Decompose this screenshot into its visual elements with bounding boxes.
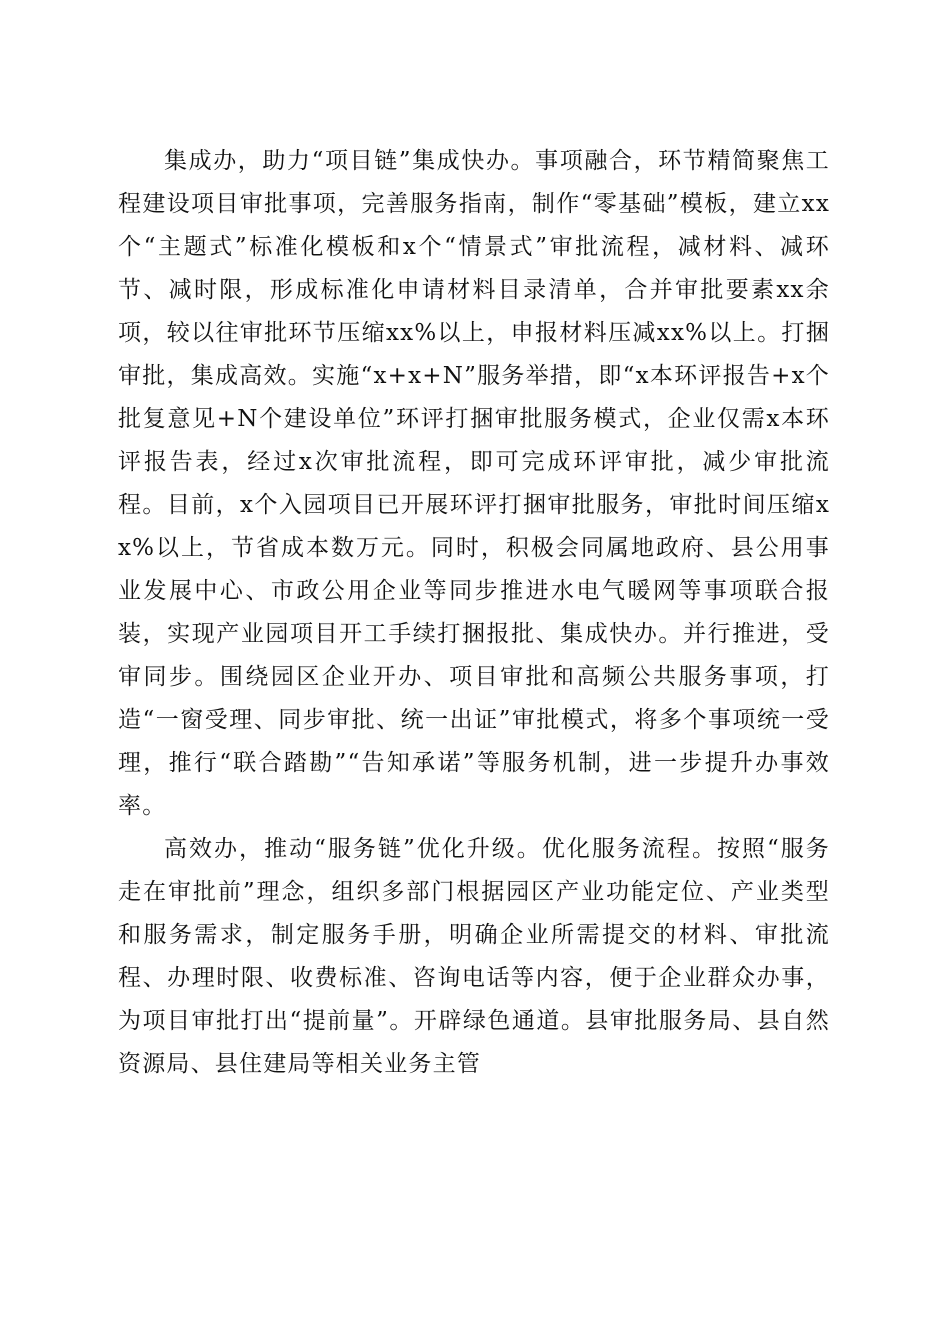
document-body [118,140,830,1086]
paragraph-integrated-handling: 集成办，助力“项目链”集成快办。事项融合，环节精简聚焦工程建设项目审批事项，完善服务指南，制作“零基础”模板，建立xx个“主题式”标准化模板和x个“情景式”审批流程，减材料、减环节、减时限，形成标准化申请材料目录清单，合并审批要素xx余项，较以往审批环节压缩xx%以上，申报材料压减xx%以上。打捆审批，集成高效。实施“x+x+N”服务举措，即“x本环评报告+x个批复意见+N个建设单位”环评打捆审批服务模式，企业仅需x本环评报告表，经过x次审批流程，即可完成环评审批，减少审批流程。目前，x个入园项目已开展环评打捆审批服务，审批时间压缩xx%以上，节省成本数万元。同时，积极会同属地政府、县公用事业发展中心、市政公用企业等同步推进水电气暖网等事项联合报装，实现产业园项目开工手续打捆报批、集成快办。并行推进，受审同步。围绕园区企业开办、项目审批和高频公共服务事项，打造“一窗受理、同步审批、统一出证”审批模式，将多个事项统一受理，推行“联合踏勘”“告知承诺”等服务机制，进一步提升办事效率。 [118,148,830,819]
paragraph-efficient-handling: 高效办，推动“服务链”优化升级。优化服务流程。按照“服务走在审批前”理念，组织多部门根据园区产业功能定位、产业类型和服务需求，制定服务手册，明确企业所需提交的材料、审批流程、办理时限、收费标准、咨询电话等内容，便于企业群众办事，为项目审批打出“提前量”。开辟绿色通道。县审批服务局、县自然资源局、县住建局等相关业务主管 [118,836,830,1077]
